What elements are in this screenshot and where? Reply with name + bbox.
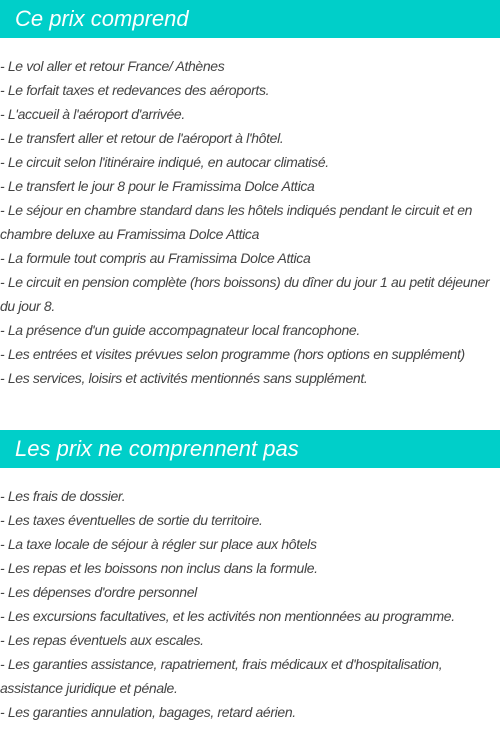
- list-item: - Le vol aller et retour France/ Athènes: [0, 58, 225, 74]
- list-item: - Les garanties assistance, rapatriement, frais médicaux et d'hospitalisation, assistance juridique et pénale.: [0, 656, 443, 696]
- list-item: - Le circuit en pension complète (hors boissons) du dîner du jour 1 au petit déjeuner du jour 8.: [0, 274, 490, 314]
- list-item: - La présence d'un guide accompagnateur local francophone.: [0, 322, 360, 338]
- included-section-title: Ce prix comprend: [0, 0, 500, 38]
- list-item: - Les repas éventuels aux escales.: [0, 632, 204, 648]
- list-item: - La taxe locale de séjour à régler sur place aux hôtels: [0, 536, 317, 552]
- list-item: - La formule tout compris au Framissima Dolce Attica: [0, 250, 311, 266]
- excluded-section-title: Les prix ne comprennent pas: [0, 430, 500, 468]
- list-item: - Le forfait taxes et redevances des aéroports.: [0, 82, 270, 98]
- list-item: - Les entrées et visites prévues selon programme (hors options en supplément): [0, 346, 465, 362]
- list-item: - Les taxes éventuelles de sortie du territoire.: [0, 512, 263, 528]
- list-item: - Les repas et les boissons non inclus dans la formule.: [0, 560, 318, 576]
- excluded-section: [0, 430, 500, 724]
- excluded-items-list: [0, 484, 500, 724]
- list-item: - Le transfert le jour 8 pour le Framissima Dolce Attica: [0, 178, 315, 194]
- list-item: - L'accueil à l'aéroport d'arrivée.: [0, 106, 185, 122]
- list-item: - Les dépenses d'ordre personnel: [0, 584, 197, 600]
- included-items-list: [0, 54, 500, 390]
- list-item: - Le transfert aller et retour de l'aéroport à l'hôtel.: [0, 130, 284, 146]
- list-item: - Les excursions facultatives, et les activités non mentionnées au programme.: [0, 608, 455, 624]
- list-item: - Les services, loisirs et activités mentionnés sans supplément.: [0, 370, 368, 386]
- list-item: - Le séjour en chambre standard dans les hôtels indiqués pendant le circuit et en chambre deluxe au Framissima Dolce Attica: [0, 202, 473, 242]
- list-item: - Les garanties annulation, bagages, retard aérien.: [0, 704, 296, 720]
- list-item: - Les frais de dossier.: [0, 488, 126, 504]
- list-item: - Le circuit selon l'itinéraire indiqué, en autocar climatisé.: [0, 154, 329, 170]
